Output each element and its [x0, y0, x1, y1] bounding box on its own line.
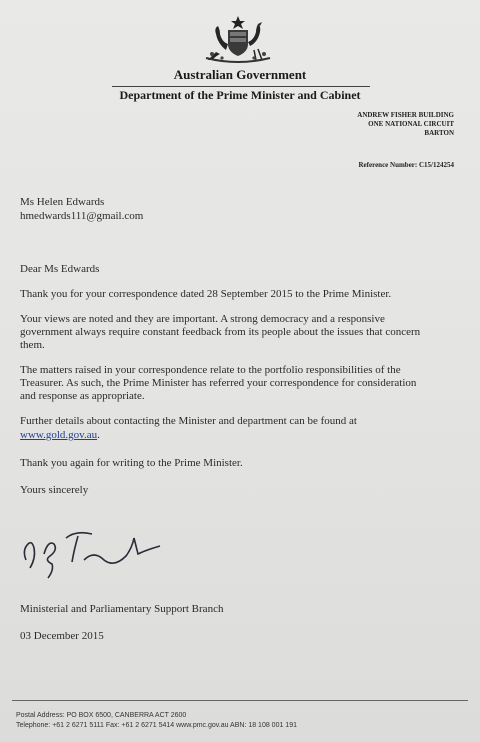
website-link[interactable]: www.gold.gov.au	[20, 429, 98, 441]
branch-name: Ministerial and Parliamentary Support Branch	[20, 603, 224, 615]
recipient-email: hmedwards111@gmail.com	[20, 210, 144, 222]
paragraph-2-line: Your views are noted and they are important. A strong democracy and a responsive	[20, 313, 385, 325]
address-line: ANDREW FISHER BUILDING	[357, 111, 454, 119]
recipient-name: Ms Helen Edwards	[20, 196, 105, 208]
paragraph-3-line: Treasurer. As such, the Prime Minister has referred your correspondence for consideration	[20, 377, 417, 389]
paragraph-2-line: government always require constant feedback from its people about the issues that concern	[20, 326, 421, 338]
government-title: Australian Government	[173, 67, 307, 82]
footer-postal-address: Postal Address: PO BOX 6500, CANBERRA ACT 2600	[16, 712, 187, 719]
letter-date: 03 December 2015	[20, 630, 104, 642]
department-name: Department of the Prime Minister and Cabinet	[119, 88, 361, 102]
closing: Yours sincerely	[20, 484, 89, 496]
handwritten-signature	[14, 520, 174, 580]
reference-number	[358, 161, 454, 169]
paragraph-1: Thank you for your correspondence dated 28 September 2015 to the Prime Minister.	[20, 288, 392, 300]
paragraph-3-line: and response as appropriate.	[20, 390, 145, 402]
paragraph-4-link-line	[20, 429, 100, 442]
address-line: BARTON	[424, 129, 454, 137]
paragraph-3-line: The matters raised in your correspondence relate to the portfolio responsibilities of the	[20, 364, 401, 376]
paragraph-2-line: them.	[20, 339, 45, 351]
footer-contact-details: Telephone: +61 2 6271 5111 Fax: +61 2 6271 5414 www.pmc.gov.au ABN: 18 108 001 191	[16, 722, 297, 729]
reference-label: Reference Number:	[358, 161, 418, 169]
footer-divider	[12, 700, 468, 701]
salutation: Dear Ms Edwards	[20, 263, 100, 275]
address-line: ONE NATIONAL CIRCUIT	[368, 120, 454, 128]
paragraph-4-line: Further details about contacting the Minister and department can be found at	[20, 415, 357, 427]
coat-of-arms-emblem	[198, 14, 278, 66]
paragraph-5: Thank you again for writing to the Prime Minister.	[20, 457, 243, 469]
reference-value: C15/124254	[419, 161, 454, 169]
office-address	[357, 111, 454, 138]
header-divider	[112, 86, 370, 87]
link-period: .	[97, 429, 100, 441]
